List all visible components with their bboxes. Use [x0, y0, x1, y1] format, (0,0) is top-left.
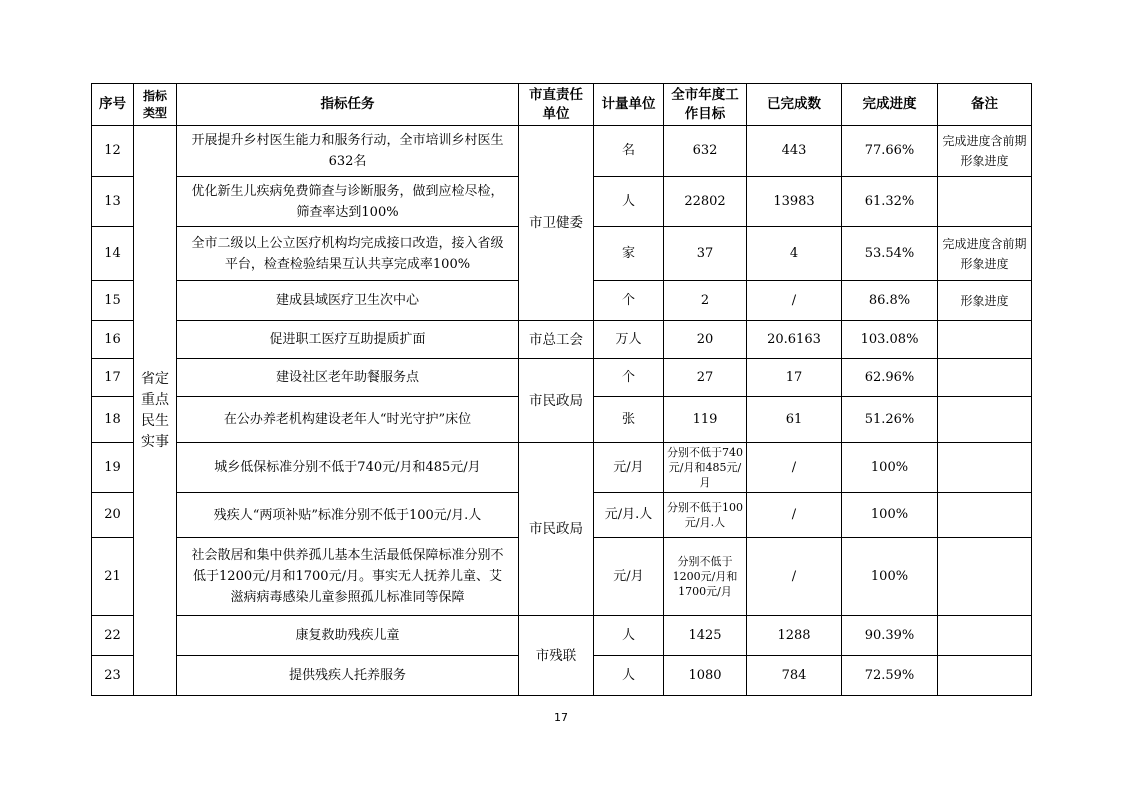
unit-cell: 人 [594, 656, 664, 696]
header-done: 已完成数 [747, 84, 842, 126]
task-cell: 建设社区老年助餐服务点 [177, 359, 519, 397]
task-cell: 开展提升乡村医生能力和服务行动，全市培训乡村医生632名 [177, 126, 519, 177]
task-cell: 提供残疾人托养服务 [177, 656, 519, 696]
done-cell: 20.6163 [747, 321, 842, 359]
note-cell [938, 616, 1032, 656]
seq-cell: 14 [92, 227, 134, 281]
progress-cell: 77.66% [842, 126, 938, 177]
task-cell: 康复救助残疾儿童 [177, 616, 519, 656]
seq-cell: 22 [92, 616, 134, 656]
target-cell: 27 [664, 359, 747, 397]
header-progress: 完成进度 [842, 84, 938, 126]
unit-cell: 人 [594, 177, 664, 227]
table-row [92, 359, 1032, 397]
progress-cell: 90.39% [842, 616, 938, 656]
target-cell: 分别不低于100元/月.人 [664, 493, 747, 538]
progress-cell: 100% [842, 443, 938, 493]
done-cell: 13983 [747, 177, 842, 227]
task-cell: 促进职工医疗互助提质扩面 [177, 321, 519, 359]
done-cell: / [747, 538, 842, 616]
unit-cell: 万人 [594, 321, 664, 359]
header-note: 备注 [938, 84, 1032, 126]
target-cell: 22802 [664, 177, 747, 227]
seq-cell: 13 [92, 177, 134, 227]
progress-cell: 72.59% [842, 656, 938, 696]
task-cell: 残疾人“两项补贴”标准分别不低于100元/月.人 [177, 493, 519, 538]
seq-cell: 19 [92, 443, 134, 493]
note-cell: 形象进度 [938, 281, 1032, 321]
done-cell: 61 [747, 397, 842, 443]
dept-cell: 市卫健委 [519, 126, 594, 321]
page-number: 17 [554, 711, 568, 724]
target-cell: 119 [664, 397, 747, 443]
seq-cell: 12 [92, 126, 134, 177]
progress-cell: 103.08% [842, 321, 938, 359]
note-cell [938, 443, 1032, 493]
unit-cell: 家 [594, 227, 664, 281]
task-cell: 全市二级以上公立医疗机构均完成接口改造，接入省级平台，检查检验结果互认共享完成率100% [177, 227, 519, 281]
note-cell: 完成进度含前期形象进度 [938, 227, 1032, 281]
note-cell: 完成进度含前期形象进度 [938, 126, 1032, 177]
note-cell [938, 359, 1032, 397]
task-cell: 城乡低保标准分别不低于740元/月和485元/月 [177, 443, 519, 493]
target-cell: 632 [664, 126, 747, 177]
unit-cell: 元/月 [594, 538, 664, 616]
progress-cell: 53.54% [842, 227, 938, 281]
seq-cell: 23 [92, 656, 134, 696]
header-dept: 市直责任单位 [519, 84, 594, 126]
target-cell: 1080 [664, 656, 747, 696]
header-row [92, 84, 1032, 126]
seq-cell: 15 [92, 281, 134, 321]
done-cell: 443 [747, 126, 842, 177]
header-target: 全市年度工作目标 [664, 84, 747, 126]
table-row [92, 443, 1032, 493]
seq-cell: 20 [92, 493, 134, 538]
unit-cell: 个 [594, 281, 664, 321]
header-task: 指标任务 [177, 84, 519, 126]
unit-cell: 个 [594, 359, 664, 397]
target-cell: 20 [664, 321, 747, 359]
progress-cell: 100% [842, 538, 938, 616]
target-cell: 分别不低于1200元/月和1700元/月 [664, 538, 747, 616]
unit-cell: 元/月.人 [594, 493, 664, 538]
task-cell: 优化新生儿疾病免费筛查与诊断服务，做到应检尽检，筛查率达到100% [177, 177, 519, 227]
unit-cell: 人 [594, 616, 664, 656]
unit-cell: 元/月 [594, 443, 664, 493]
done-cell: / [747, 443, 842, 493]
target-cell: 2 [664, 281, 747, 321]
done-cell: 784 [747, 656, 842, 696]
progress-cell: 100% [842, 493, 938, 538]
done-cell: 17 [747, 359, 842, 397]
done-cell: 1288 [747, 616, 842, 656]
done-cell: / [747, 281, 842, 321]
header-seq: 序号 [92, 84, 134, 126]
target-cell: 分别不低于740元/月和485元/月 [664, 443, 747, 493]
dept-cell: 市民政局 [519, 443, 594, 616]
header-unit: 计量单位 [594, 84, 664, 126]
task-cell: 建成县域医疗卫生次中心 [177, 281, 519, 321]
dept-cell: 市总工会 [519, 321, 594, 359]
note-cell [938, 397, 1032, 443]
progress-cell: 86.8% [842, 281, 938, 321]
done-cell: 4 [747, 227, 842, 281]
seq-cell: 17 [92, 359, 134, 397]
task-cell: 社会散居和集中供养孤儿基本生活最低保障标准分别不低于1200元/月和1700元/月。事实无人抚养儿童、艾滋病病毒感染儿童参照孤儿标准同等保障 [177, 538, 519, 616]
seq-cell: 21 [92, 538, 134, 616]
header-type: 指标类型 [134, 84, 177, 126]
note-cell [938, 321, 1032, 359]
table-row [92, 126, 1032, 177]
target-cell: 1425 [664, 616, 747, 656]
table-row [92, 321, 1032, 359]
progress-cell: 51.26% [842, 397, 938, 443]
seq-cell: 18 [92, 397, 134, 443]
category-cell: 省定重点民生实事 [134, 126, 177, 696]
note-cell [938, 538, 1032, 616]
progress-table [91, 83, 1032, 696]
progress-cell: 61.32% [842, 177, 938, 227]
dept-cell: 市民政局 [519, 359, 594, 443]
note-cell [938, 177, 1032, 227]
done-cell: / [747, 493, 842, 538]
unit-cell: 名 [594, 126, 664, 177]
target-cell: 37 [664, 227, 747, 281]
note-cell [938, 493, 1032, 538]
dept-cell: 市残联 [519, 616, 594, 696]
table-row [92, 616, 1032, 656]
unit-cell: 张 [594, 397, 664, 443]
note-cell [938, 656, 1032, 696]
task-cell: 在公办养老机构建设老年人“时光守护”床位 [177, 397, 519, 443]
seq-cell: 16 [92, 321, 134, 359]
progress-cell: 62.96% [842, 359, 938, 397]
